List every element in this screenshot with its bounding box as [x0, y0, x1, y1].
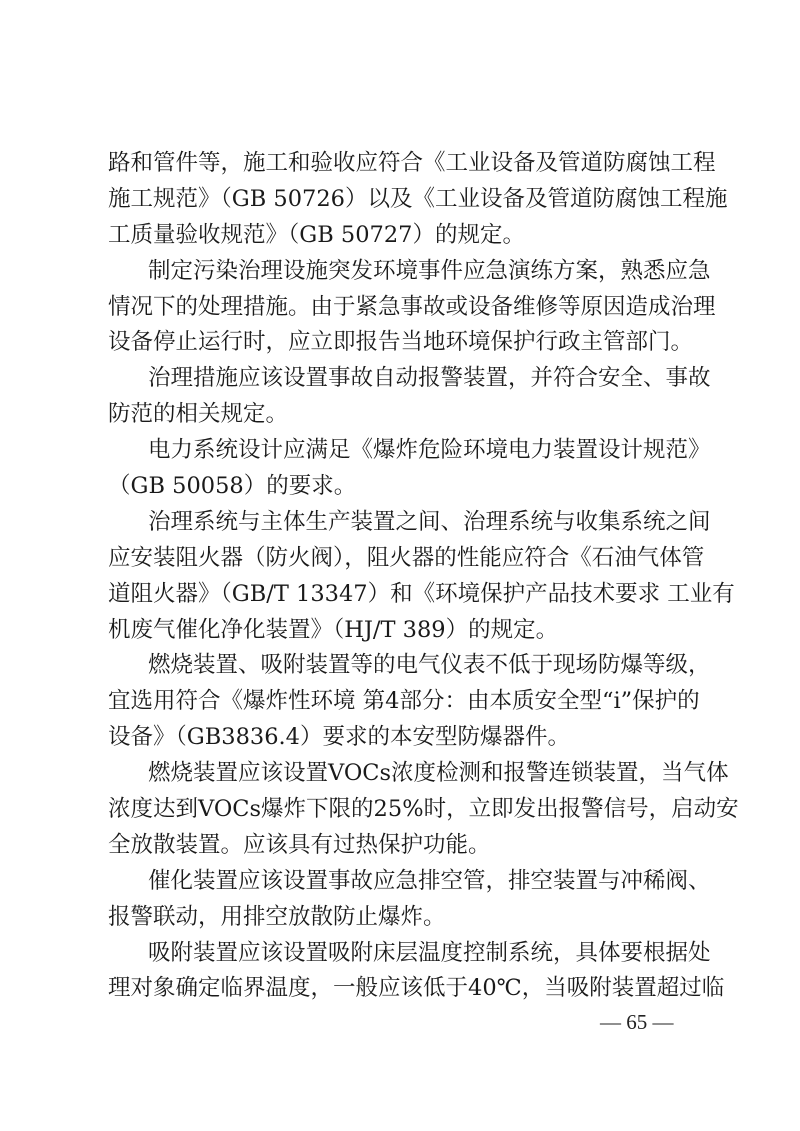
paragraph — [108, 756, 739, 864]
text-line: 设备》（GB3836.4）要求的本安型防爆器件。 — [108, 724, 570, 751]
paragraph — [108, 254, 716, 362]
text-line: 机废气催化净化装置》（HJ/T 389）的规定。 — [108, 616, 559, 643]
text-line: 报警联动，用排空放散防止爆炸。 — [108, 903, 446, 930]
text-line: 路和管件等，施工和验收应符合《工业设备及管道防腐蚀工程 — [108, 150, 716, 176]
paragraph — [108, 146, 728, 254]
text-line: 治理措施应该设置事故自动报警装置，并符合安全、事故 — [148, 365, 711, 392]
paragraph — [108, 936, 725, 1008]
text-line: 应安装阻火器（防火阀），阻火器的性能应符合《石油气体管 — [108, 544, 705, 571]
text-line: （GB 50058）的要求。 — [108, 473, 357, 500]
text-line: 治理系统与主体生产装置之间、治理系统与收集系统之间 — [148, 508, 711, 535]
text-line: 电力系统设计应满足《爆炸危险环境电力装置设计规范》 — [148, 437, 711, 464]
text-line: 燃烧装置应该设置VOCs浓度检测和报警连锁装置，当气体 — [148, 760, 729, 787]
paragraph — [108, 433, 711, 505]
text-line: 宜选用符合《爆炸性环境 第4部分：由本质安全型“i”保护的 — [108, 688, 700, 715]
text-line: 施工规范》（GB 50726）以及《工业设备及管道防腐蚀工程施 — [108, 185, 728, 212]
paragraph — [108, 648, 711, 756]
paragraph — [108, 505, 735, 649]
document-body — [108, 146, 739, 1007]
text-line: 设备停止运行时，应立即报告当地环境保护行政主管部门。 — [108, 329, 694, 356]
text-line: 浓度达到VOCs爆炸下限的25%时，立即发出报警信号，启动安 — [108, 796, 739, 823]
text-line: 制定污染治理设施突发环境事件应急演练方案，熟悉应急 — [148, 257, 711, 284]
text-line: 道阻火器》（GB/T 13347）和《环境保护产品技术要求 工业有 — [108, 580, 735, 607]
text-line: 理对象确定临界温度，一般应该低于40℃，当吸附装置超过临 — [108, 975, 725, 1002]
page-number: — 65 — — [600, 1010, 674, 1034]
text-line: 全放散装置。应该具有过热保护功能。 — [108, 831, 491, 858]
text-line: 工质量验收规范》（GB 50727）的规定。 — [108, 221, 525, 248]
text-line: 燃烧装置、吸附装置等的电气仪表不低于现场防爆等级， — [148, 652, 711, 679]
paragraph — [108, 361, 711, 433]
text-line: 情况下的处理措施。由于紧急事故或设备维修等原因造成治理 — [108, 293, 716, 320]
text-line: 吸附装置应该设置吸附床层温度控制系统，具体要根据处 — [148, 939, 711, 966]
paragraph — [108, 864, 711, 936]
text-line: 催化装置应该设置事故应急排空管，排空装置与冲稀阀、 — [148, 867, 711, 894]
text-line: 防范的相关规定。 — [108, 401, 289, 428]
